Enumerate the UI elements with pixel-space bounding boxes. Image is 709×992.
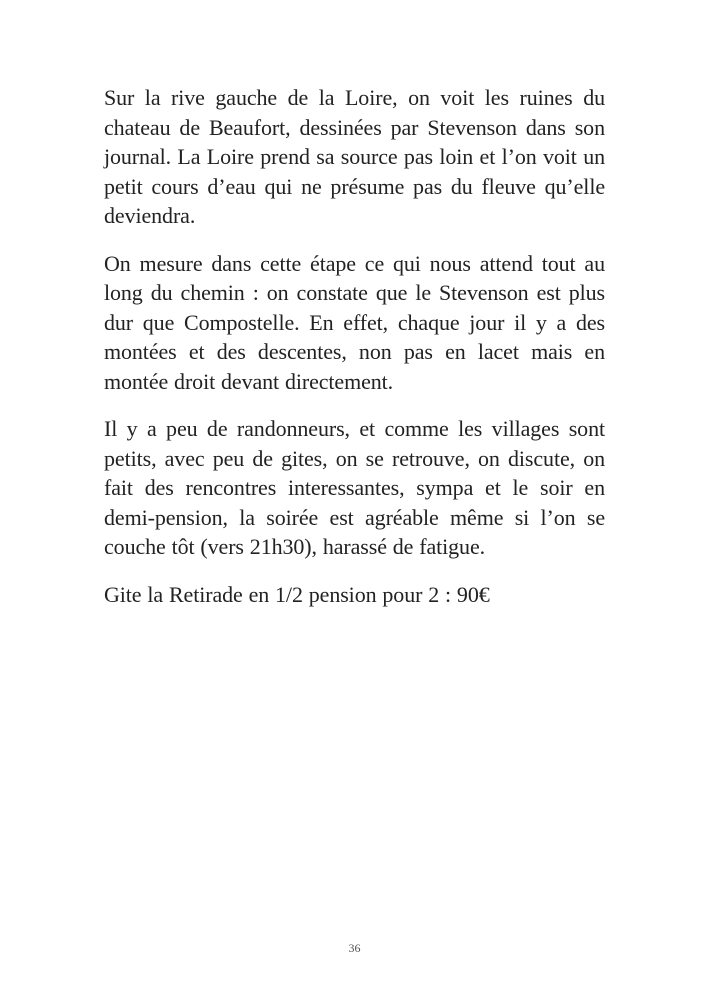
- paragraph-loire-ruins: Sur la rive gauche de la Loire, on voit les ruines du chateau de Beaufort, dessinées par Stevenson dans son journal. La Loire prend sa source pas loin et l’on voit un petit cours d’eau qui ne présume pas du fleuve qu’elle deviendra.: [104, 85, 605, 228]
- paragraph-stage-difficulty: On mesure dans cette étape ce qui nous attend tout au long du chemin : on constate que le Stevenson est plus dur que Compostelle. En effet, chaque jour il y a des montées et des descentes, non pas en lacet mais en montée droit devant directement.: [104, 250, 605, 394]
- paragraph-hikers-villages: Il y a peu de randonneurs, et comme les villages sont petits, avec peu de gites, on se retrouve, on discute, on fait des rencontres interessantes, sympa et le soir en demi-pension, la soirée est agréable même si l’on se couche tôt (vers 21h30), harassé de fatigue.: [104, 416, 605, 559]
- page-number: 36: [348, 941, 361, 955]
- body-text: [104, 83, 605, 627]
- paragraph-gite-price: Gite la Retirade en 1/2 pension pour 2 : 90€: [104, 581, 490, 607]
